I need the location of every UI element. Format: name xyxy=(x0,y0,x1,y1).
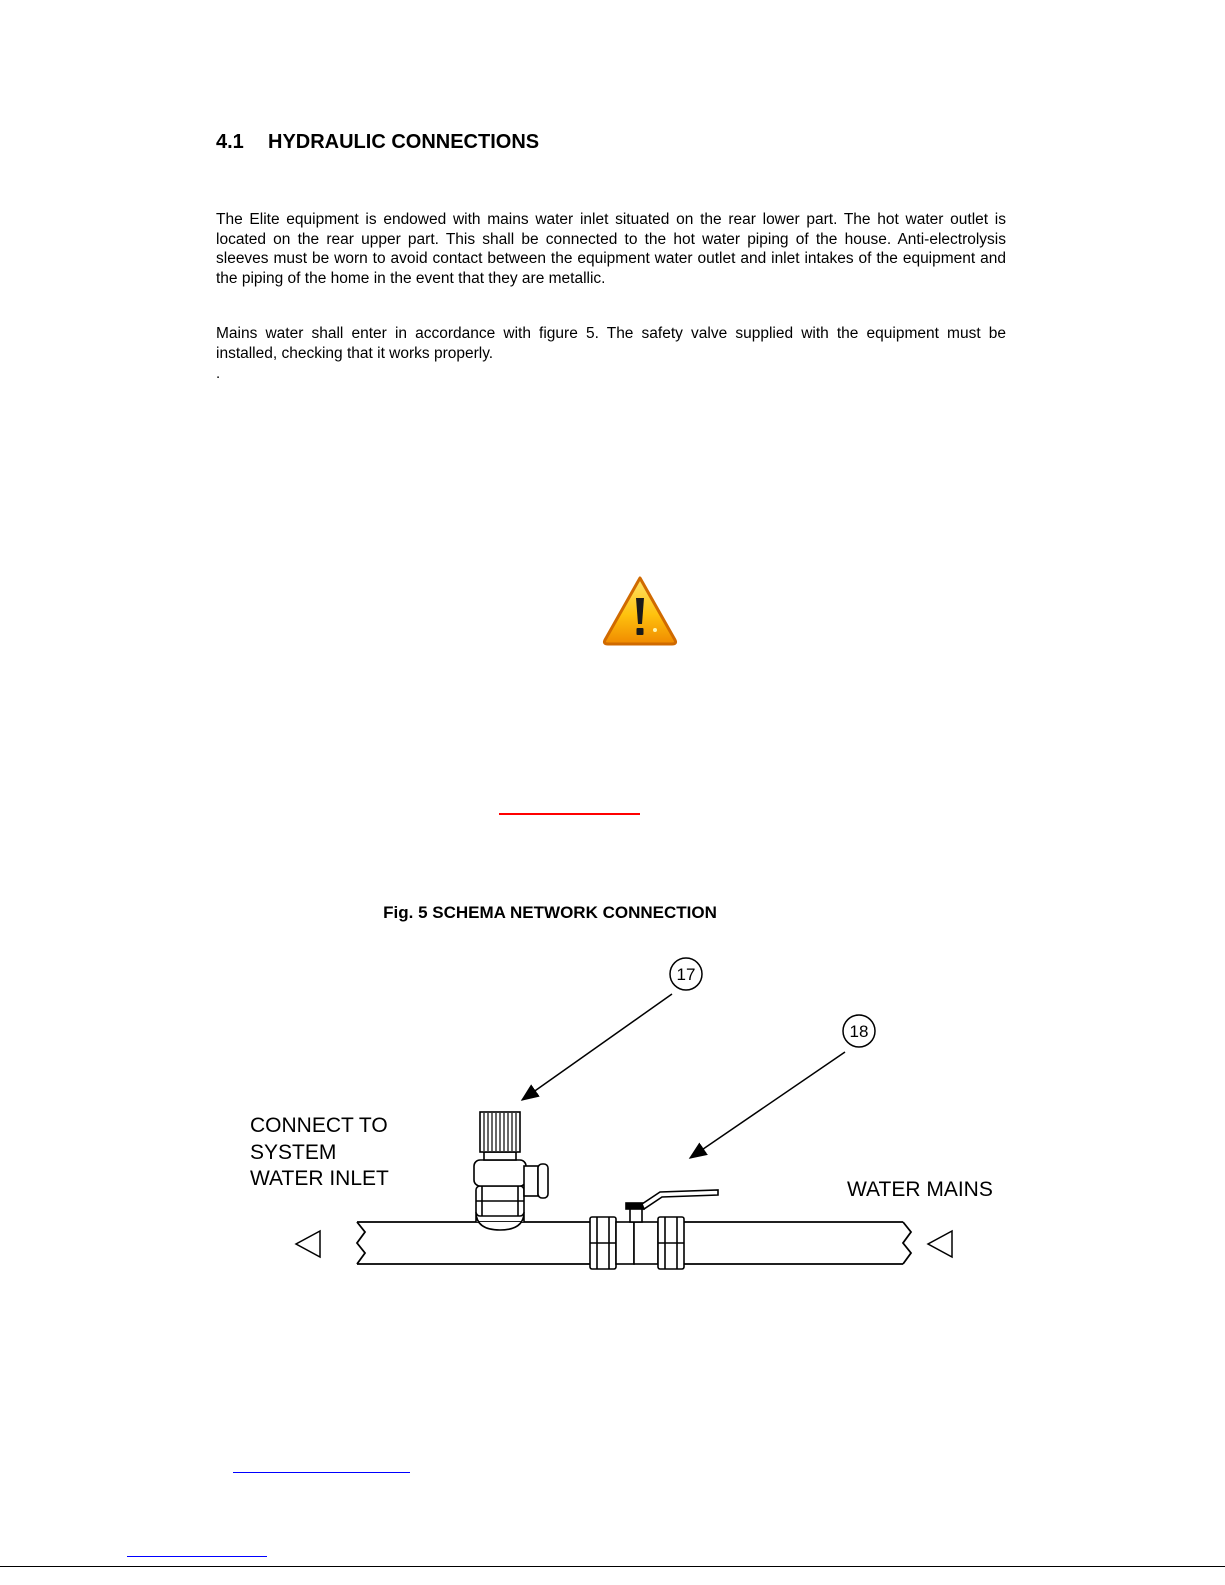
left-flow-arrow xyxy=(296,1231,320,1257)
link-underline-1 xyxy=(233,1472,410,1473)
callout-18-label: 18 xyxy=(849,1022,869,1041)
paragraph-intro: The Elite equipment is endowed with mains water inlet situated on the rear lower part. The hot water outlet is located on the rear upper part. This shall be connected to the hot water piping of the house. Anti-electrolysis sleeves must be worn to avoid contact between the equipment water outlet and inlet intakes of the equipment and the piping of the home in the event that they are metallic. xyxy=(216,211,1006,287)
stray-dot: . xyxy=(216,365,221,382)
network-connection-diagram xyxy=(240,950,1020,1290)
callout-17 xyxy=(522,958,702,1100)
right-flow-arrow xyxy=(928,1231,952,1257)
callout-17-label: 17 xyxy=(676,965,696,984)
left-label-line-1: CONNECT TO xyxy=(250,1114,388,1137)
callout-18 xyxy=(690,1015,875,1158)
paragraph-mains-water: Mains water shall enter in accordance with figure 5. The safety valve supplied with the equipment must be installed, checking that it works properly. xyxy=(216,325,1006,362)
safety-valve xyxy=(474,1112,548,1230)
section-heading xyxy=(216,131,539,154)
section-number: 4.1 xyxy=(216,131,244,153)
figure-caption: Fig. 5 SCHEMA NETWORK CONNECTION xyxy=(383,903,717,922)
left-label-line-2: SYSTEM xyxy=(250,1141,337,1164)
ball-valve xyxy=(590,1190,718,1269)
left-label-line-3: WATER INLET xyxy=(250,1167,389,1190)
warning-triangle-icon xyxy=(600,574,680,646)
bottom-rule xyxy=(0,1566,1225,1567)
link-underline-2 xyxy=(127,1556,267,1557)
section-title: HYDRAULIC CONNECTIONS xyxy=(268,131,540,153)
right-label: WATER MAINS xyxy=(847,1178,993,1201)
red-underline xyxy=(499,813,640,815)
